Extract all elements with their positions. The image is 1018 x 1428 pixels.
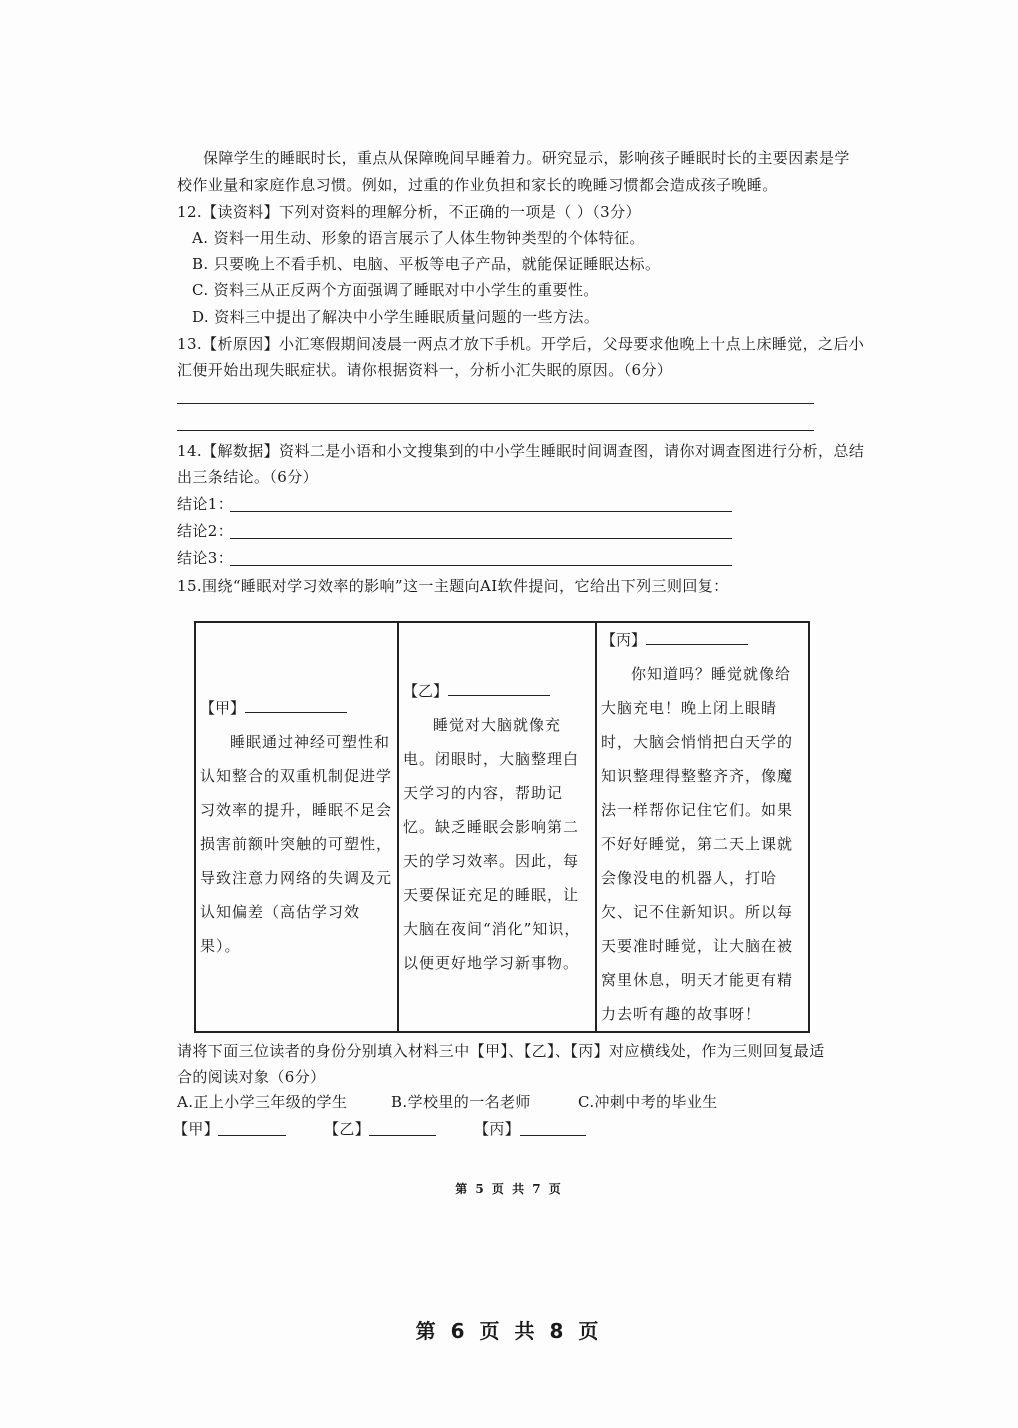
reply-cell-yi — [398, 622, 596, 1032]
reader-choice-c: C.冲刺中考的毕业生 — [578, 1093, 718, 1111]
reply-cell-bing — [596, 622, 809, 1032]
intro-line-1: 保障学生的睡眠时长，重点从保障晚间早睡着力。研究显示，影响孩子睡眠时长的主要因素是学 — [203, 149, 850, 167]
question-12-option-d: D. 资料三中提出了解决中小学生睡眠质量问题的一些方法。 — [192, 308, 600, 326]
reply-yi-header — [403, 674, 591, 708]
answer-yi-line[interactable] — [369, 1135, 436, 1136]
reply-jia-blank[interactable] — [245, 698, 347, 713]
question-12-option-b: B. 只要晚上不看手机、电脑、平板等电子产品，就能保证睡眠达标。 — [192, 255, 661, 273]
answer-bing-line[interactable] — [520, 1135, 586, 1136]
question-13-line-1: 13.【析原因】小汇寒假期间凌晨一两点才放下手机。开学后，父母要求他晚上十点上床睡觉，之后小 — [177, 335, 865, 353]
question-15-instruction-1: 请将下面三位读者的身份分别填入材料三中【甲】、【乙】、【丙】对应横线处，作为三则回复最适 — [177, 1042, 825, 1060]
reader-choice-b: B.学校里的一名老师 — [391, 1093, 531, 1111]
question-15-stem: 15.围绕“睡眠对学习效率的影响”这一主题向AI软件提问，它给出下列三则回复： — [177, 577, 729, 595]
reply-bing-blank[interactable] — [646, 630, 748, 645]
answer-bing-label: 【丙】 — [474, 1120, 521, 1138]
reply-jia-text: 睡眠通过神经可塑性和认知整合的双重机制促进学习效率的提升，睡眠不足会损害前额叶突触的可塑性，导致注意力网络的失调及元认知偏差（高估学习效果）。 — [200, 733, 393, 955]
answer-line-13-a[interactable] — [177, 403, 814, 404]
page-number-large: 第 6 页 共 8 页 — [415, 1319, 603, 1343]
answer-jia-label: 【甲】 — [173, 1120, 220, 1138]
reply-yi-text: 睡觉对大脑就像充电。闭眼时，大脑整理白天学习的内容，帮助记忆。缺乏睡眠会影响第二天的学习效率。因此，每天要保证充足的睡眠，让大脑在夜间“消化”知识，以便更好地学习新事物。 — [403, 716, 581, 972]
question-12-stem: 12.【读资料】下列对资料的理解分析，不正确的一项是（ ）（3分） — [177, 203, 641, 221]
answer-line-13-b[interactable] — [177, 430, 814, 431]
question-13-line-2: 汇便开始出现失眠症状。请你根据资料一，分析小汇失眠的原因。（6分） — [177, 361, 673, 379]
reader-choice-a: A.正上小学三年级的学生 — [177, 1093, 348, 1111]
reply-yi-label: 【乙】 — [403, 682, 449, 700]
ai-replies-table — [194, 621, 810, 1033]
conclusion-2-label: 结论2： — [177, 522, 234, 540]
conclusion-1-line[interactable] — [230, 511, 732, 512]
reply-bing-label: 【丙】 — [601, 631, 647, 649]
question-14-line-1: 14.【解数据】资料二是小语和小文搜集到的中小学生睡眠时间调查图，请你对调查图进行分析，总结 — [177, 442, 865, 460]
conclusion-1-label: 结论1： — [177, 495, 234, 513]
conclusion-3-line[interactable] — [230, 565, 732, 566]
conclusion-2-line[interactable] — [230, 538, 732, 539]
page-number-small: 第 5 页 共 7 页 — [455, 1182, 563, 1196]
conclusion-3-label: 结论3： — [177, 549, 234, 567]
question-14-line-2: 出三条结论。（6分） — [177, 468, 319, 486]
reply-cell-jia — [195, 622, 398, 1032]
question-12-option-a: A. 资料一用生动、形象的语言展示了人体生物钟类型的个体特征。 — [192, 229, 645, 247]
intro-line-2: 校作业量和家庭作息习惯。例如，过重的作业负担和家长的晚睡习惯都会造成孩子晚睡。 — [177, 176, 778, 194]
reply-bing-text: 你知道吗？睡觉就像给大脑充电！晚上闭上眼睛时，大脑会悄悄把白天学的知识整理得整整齐齐，像魔法一样帮你记住它们。如果不好好睡觉，第二天上课就会像没电的机器人，打哈欠、记不住新知识。所以每天要准时睡觉，让大脑在被窝里休息，明天才能更有精力去听有趣的故事呀！ — [601, 665, 794, 1023]
answer-jia-line[interactable] — [218, 1135, 286, 1136]
reply-yi-blank[interactable] — [448, 681, 550, 696]
reply-bing-header — [601, 623, 804, 657]
question-12-option-c: C. 资料三从正反两个方面强调了睡眠对中小学生的重要性。 — [192, 281, 599, 299]
reply-jia-label: 【甲】 — [200, 699, 246, 717]
question-15-instruction-2: 合的阅读对象（6分） — [177, 1068, 326, 1086]
answer-yi-label: 【乙】 — [324, 1120, 371, 1138]
reply-jia-header — [200, 691, 393, 725]
